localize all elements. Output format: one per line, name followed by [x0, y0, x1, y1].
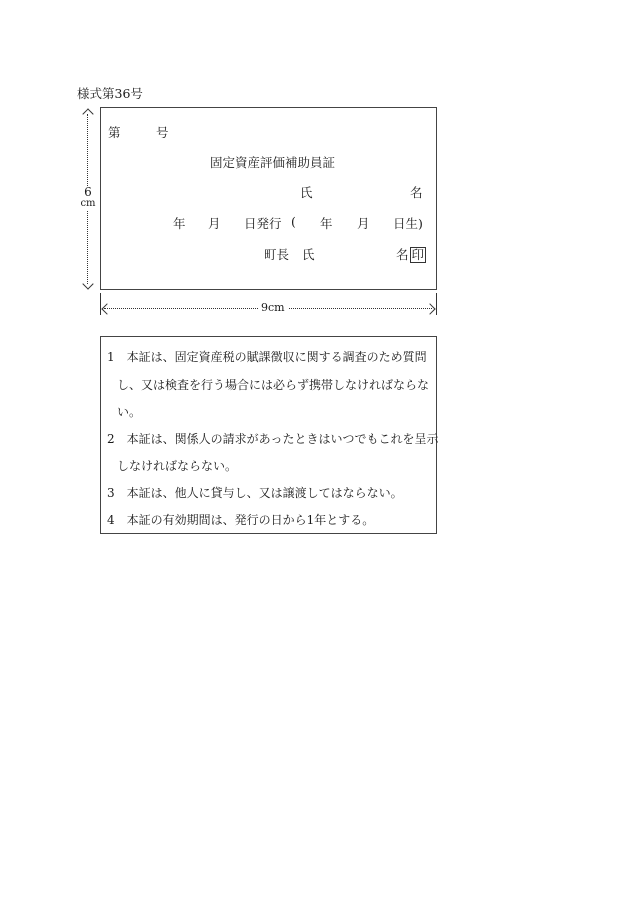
- arrow-up-icon: [82, 108, 93, 119]
- issue-month: 月: [208, 216, 221, 231]
- height-number: 6: [84, 185, 92, 199]
- number-label-dai: 第: [108, 125, 121, 140]
- birth-month: 月: [357, 216, 370, 231]
- height-dimension-label: [80, 186, 96, 210]
- width-tick-right: [436, 293, 437, 315]
- note-2-line-1: 2 本証は、関係人の請求があったときはいつでもこれを呈示: [107, 432, 439, 446]
- note-1-line-2: し、又は検査を行う場合には必らず携帯しなければならな: [117, 378, 430, 392]
- birth-day: 日生): [393, 216, 423, 231]
- issuer-name-label-mei-text: 名: [396, 247, 409, 262]
- birth-year: 年: [320, 216, 333, 231]
- arrow-down-icon: [82, 278, 93, 289]
- birth-open-paren: (: [291, 214, 296, 229]
- issuer-title: 町長: [264, 247, 290, 262]
- issuer-name-label-shi: 氏: [302, 247, 315, 262]
- width-dimension-label: 9cm: [258, 301, 288, 315]
- note-1-line-3: い。: [117, 405, 142, 419]
- issue-year: 年: [173, 216, 186, 231]
- note-4-line-1: 4 本証の有効期間は、発行の日から1年とする。: [107, 513, 375, 527]
- note-3-line-1: 3 本証は、他人に貸与し、又は譲渡してはならない。: [107, 486, 403, 500]
- number-label-go: 号: [156, 125, 169, 140]
- issuer-name-label-mei: [396, 245, 426, 263]
- note-1-line-1: 1 本証は、固定資産税の賦課徴収に関する調査のため質問: [107, 350, 427, 364]
- issue-day: 日発行: [244, 216, 282, 231]
- arrow-right-icon: [424, 303, 435, 314]
- height-unit: cm: [80, 198, 96, 209]
- holder-name-label-mei: 名: [410, 185, 423, 200]
- note-2-line-2: しなければならない。: [117, 459, 238, 473]
- card-title: 固定資産評価補助員証: [210, 155, 336, 170]
- arrow-left-icon: [101, 303, 112, 314]
- seal-mark: 印: [411, 247, 425, 262]
- id-card-front: [100, 107, 437, 290]
- width-tick-left: [100, 293, 101, 315]
- holder-name-label-shi: 氏: [300, 185, 313, 200]
- id-card-back-notes: [100, 336, 437, 534]
- form-number: 様式第36号: [77, 86, 143, 101]
